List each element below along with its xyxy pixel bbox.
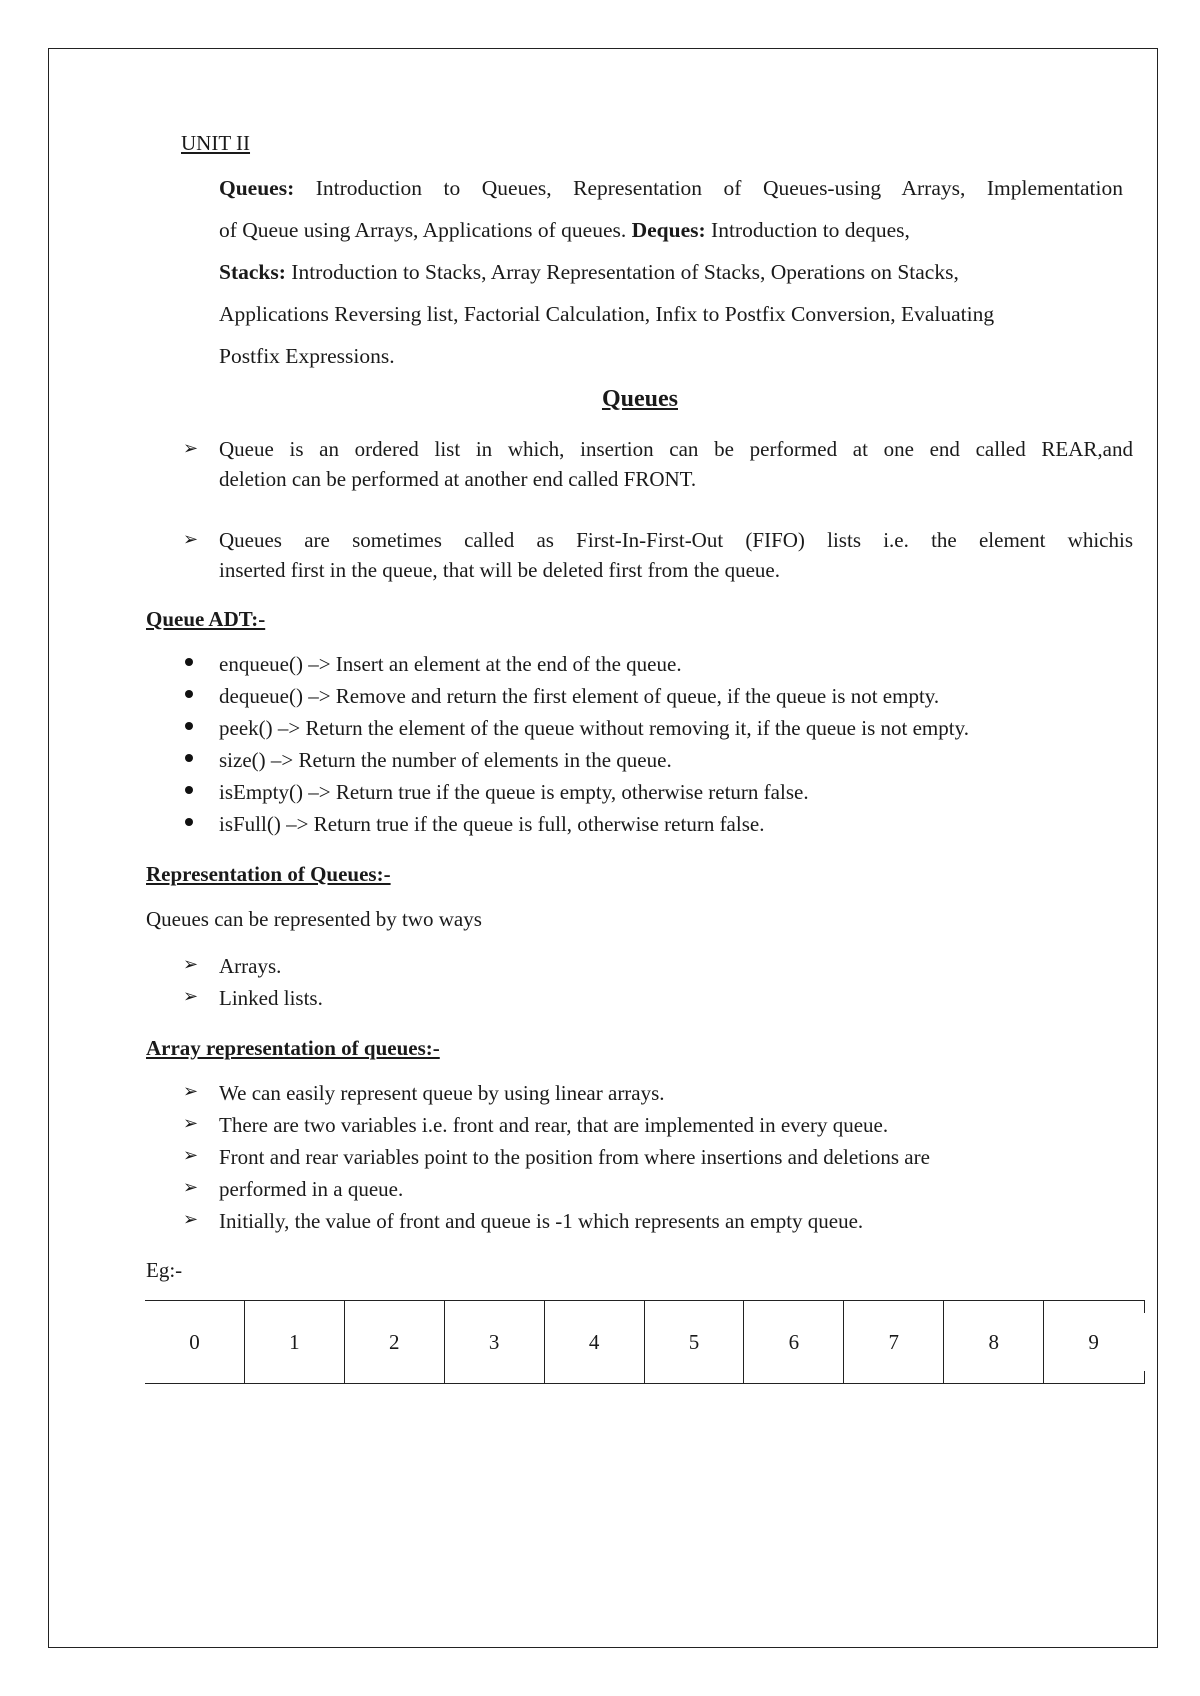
queues-text-2: of Queue using Arrays, Applications of queues. — [219, 218, 627, 242]
bullet-dot-icon — [185, 722, 193, 730]
intro-point-1 — [219, 434, 1133, 494]
array-rep-title: Array representation of queues:- — [146, 1036, 440, 1060]
array-cell: 2 — [345, 1301, 445, 1383]
representation-title: Representation of Queues:- — [146, 862, 391, 886]
adt-item: dequeue() –> Remove and return the first element of queue, if the queue is not empty. — [219, 684, 940, 708]
arrow-bullet-icon: ➢ — [183, 529, 199, 550]
arrow-bullet-icon: ➢ — [183, 1113, 199, 1134]
representation-item: Arrays. — [219, 954, 282, 978]
array-cell: 4 — [545, 1301, 645, 1383]
queues-text-1: Introduction to Queues, Representation of Queues-using Arrays, Implementation — [315, 176, 1124, 200]
arrow-bullet-icon: ➢ — [183, 1177, 199, 1198]
adt-item: peek() –> Return the element of the queue without removing it, if the queue is not empty. — [219, 716, 969, 740]
intro-point-1-line-1: Queue is an ordered list in which, insertion can be performed at one end called REAR,and — [219, 437, 1133, 461]
queues-label: Queues: — [219, 176, 295, 200]
representation-item: Linked lists. — [219, 986, 323, 1010]
intro-point-2 — [219, 525, 1133, 585]
array-rep-item: There are two variables i.e. front and rear, that are implemented in every queue. — [219, 1113, 889, 1137]
array-cell: 7 — [844, 1301, 944, 1383]
queue-array-diagram — [145, 1300, 1143, 1384]
example-label: Eg:- — [146, 1258, 183, 1282]
stacks-label: Stacks: — [219, 260, 286, 284]
arrow-bullet-icon: ➢ — [183, 954, 199, 975]
syllabus-line-2 — [219, 209, 1123, 251]
array-corner-mark — [1135, 1300, 1145, 1313]
bullet-dot-icon — [185, 818, 193, 826]
adt-item: enqueue() –> Insert an element at the end of the queue. — [219, 652, 682, 676]
arrow-bullet-icon: ➢ — [183, 986, 199, 1007]
adt-title: Queue ADT:- — [146, 607, 266, 631]
array-cell: 1 — [245, 1301, 345, 1383]
arrow-bullet-icon: ➢ — [183, 1081, 199, 1102]
intro-point-2-line-1: Queues are sometimes called as First-In-First-Out (FIFO) lists i.e. the element whichis — [219, 528, 1133, 552]
bullet-dot-icon — [185, 786, 193, 794]
syllabus-line-3 — [219, 251, 1123, 293]
stacks-text-3: Postfix Expressions. — [219, 344, 395, 368]
array-rep-item: We can easily represent queue by using linear arrays. — [219, 1081, 665, 1105]
intro-point-1-line-2: deletion can be performed at another end called FRONT. — [219, 467, 697, 491]
array-corner-mark — [1135, 1371, 1145, 1384]
adt-item: isFull() –> Return true if the queue is full, otherwise return false. — [219, 812, 765, 836]
array-rep-item: Front and rear variables point to the position from where insertions and deletions are — [219, 1145, 930, 1169]
array-rep-item: performed in a queue. — [219, 1177, 404, 1201]
intro-point-2-line-2: inserted first in the queue, that will be deleted first from the queue. — [219, 558, 780, 582]
array-cell: 6 — [744, 1301, 844, 1383]
page-heading: Queues — [601, 386, 678, 412]
array-cell: 9 — [1088, 1329, 1099, 1354]
deques-label: Deques: — [631, 218, 706, 242]
arrow-bullet-icon: ➢ — [183, 1209, 199, 1230]
array-rep-item: Initially, the value of front and queue is -1 which represents an empty queue. — [219, 1209, 864, 1233]
syllabus-line-4 — [219, 293, 1123, 335]
array-cell: 5 — [645, 1301, 745, 1383]
stacks-text-2: Applications Reversing list, Factorial Calculation, Infix to Postfix Conversion, Evaluating — [219, 302, 995, 326]
representation-text: Queues can be represented by two ways — [146, 907, 482, 931]
bullet-dot-icon — [185, 658, 193, 666]
unit-title: UNIT II — [181, 131, 251, 155]
array-cell: 0 — [145, 1301, 245, 1383]
array-cell: 8 — [944, 1301, 1044, 1383]
array-cell: 3 — [445, 1301, 545, 1383]
arrow-bullet-icon: ➢ — [183, 1145, 199, 1166]
bullet-dot-icon — [185, 754, 193, 762]
syllabus-line-5 — [219, 335, 1123, 377]
arrow-bullet-icon: ➢ — [183, 438, 199, 459]
deques-text: Introduction to deques, — [711, 218, 910, 242]
syllabus-line-1 — [219, 167, 1123, 209]
adt-item: isEmpty() –> Return true if the queue is empty, otherwise return false. — [219, 780, 809, 804]
stacks-text-1: Introduction to Stacks, Array Representation of Stacks, Operations on Stacks, — [291, 260, 959, 284]
adt-item: size() –> Return the number of elements in the queue. — [219, 748, 672, 772]
bullet-dot-icon — [185, 690, 193, 698]
syllabus-paragraph — [219, 167, 1123, 377]
